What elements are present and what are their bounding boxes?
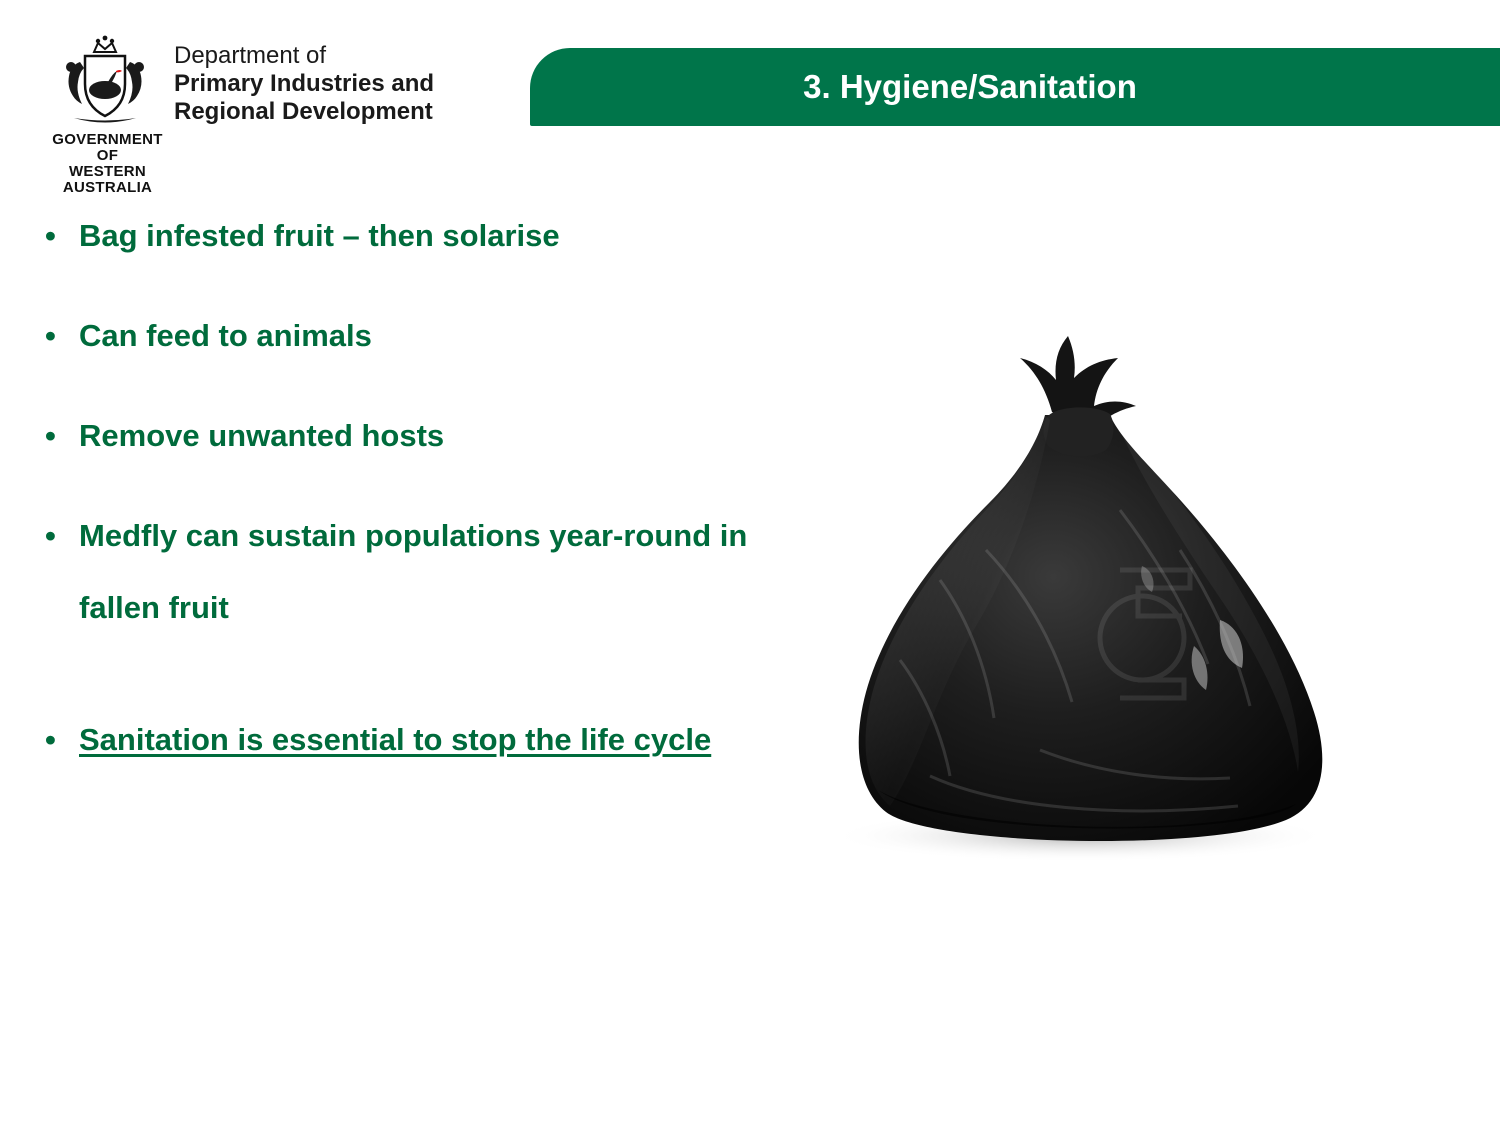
list-item: [45, 400, 765, 472]
bullet-list: [45, 200, 765, 804]
bullet-point-icon: •: [45, 722, 56, 757]
title-banner: [530, 48, 1500, 126]
bullet-point-icon: •: [45, 218, 56, 253]
slide-title: 3. Hygiene/Sanitation: [803, 68, 1137, 105]
list-item: [45, 500, 765, 644]
government-wordmark: [40, 132, 175, 196]
list-item: [45, 200, 765, 272]
list-item-label: Medfly can sustain populations year-round in fallen fruit: [79, 518, 748, 625]
department-line-1: Department of: [174, 42, 327, 69]
slide-header: [0, 0, 1500, 196]
wa-state-crest-icon: [50, 22, 160, 132]
department-name: [174, 42, 434, 126]
government-line-2: WESTERN AUSTRALIA: [62, 163, 153, 196]
list-item-label: Bag infested fruit – then solarise: [79, 218, 560, 253]
bullet-point-icon: •: [45, 318, 56, 353]
government-logo: [40, 22, 480, 196]
list-item-label: Can feed to animals: [79, 318, 372, 353]
government-line-1: GOVERNMENT OF: [52, 131, 163, 164]
bullet-point-icon: •: [45, 418, 56, 453]
list-item: [45, 300, 765, 372]
list-item-label: Sanitation is essential to stop the life cycle: [79, 722, 712, 757]
department-line-2: Primary Industries and: [174, 70, 435, 97]
black-rubbish-bag-photo: [790, 320, 1370, 880]
list-item-emphasis: [45, 704, 765, 776]
bullet-point-icon: •: [45, 518, 56, 553]
department-line-3: Regional Development: [174, 98, 433, 125]
list-item-label: Remove unwanted hosts: [79, 418, 445, 453]
